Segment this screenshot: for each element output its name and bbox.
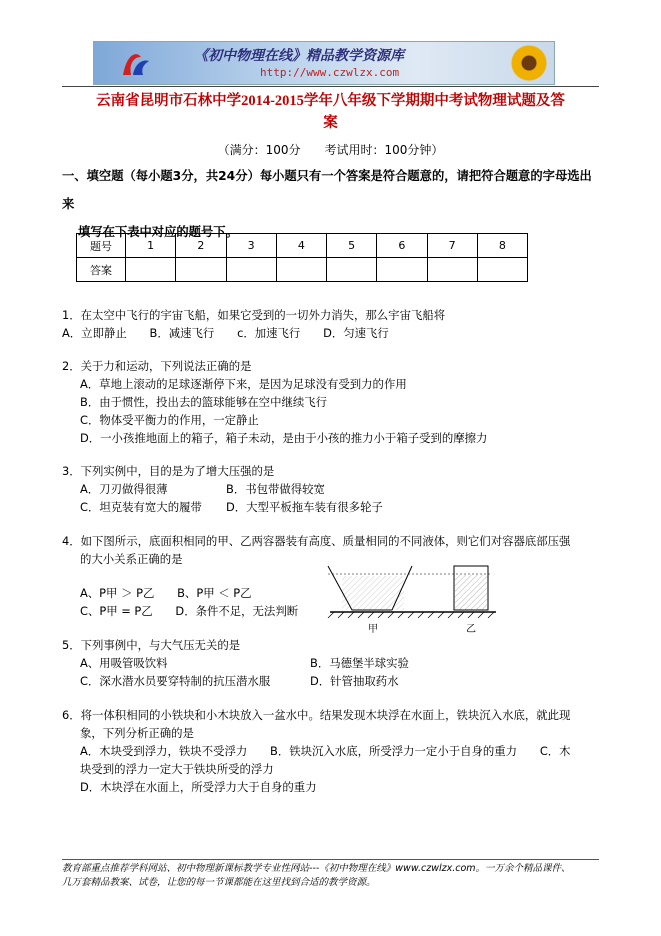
question-3-stem: 3．下列实例中，目的是为了增大压强的是: [62, 464, 275, 478]
document-title: [62, 90, 599, 134]
question-6-option-d: D．木块浮在水面上，所受浮力大于自身的重力: [80, 780, 317, 794]
page-footer: [62, 862, 602, 890]
question-2-stem: 2．关于力和运动，下列说法正确的是: [62, 359, 252, 373]
table-cell-number: 5: [327, 234, 377, 258]
table-row: [77, 258, 528, 282]
footer-line-2: 几万套精品教案、试卷，让您的每一节课都能在这里找到合适的教学资源。: [62, 877, 376, 888]
exam-meta: （满分：100分 考试用时：100分钟）: [217, 143, 444, 157]
question-5-stem: 5．下列事例中，与大气压无关的是: [62, 638, 241, 652]
header-banner: [93, 41, 555, 85]
title-line-2: 案: [323, 115, 338, 131]
footer-line-1: 教育部重点推荐学科网站、初中物理新课标教学专业性网站---《初中物理在线》www.czwlzx.com。一万余个精品课件、: [62, 863, 571, 874]
question-5-option-b: B．马德堡半球实验: [310, 656, 409, 670]
question-4-options-ab: A、P甲 ＞ P乙 B、P甲 ＜ P乙: [80, 586, 252, 600]
question-2-option-a: A．草地上滚动的足球逐渐停下来，是因为足球没有受到力的作用: [80, 377, 407, 391]
table-cell-number: 4: [276, 234, 326, 258]
header-divider: [62, 86, 599, 87]
table-cell-number: 3: [226, 234, 276, 258]
question-4-stem-cont: 的大小关系正确的是: [80, 552, 183, 566]
table-cell-number: 2: [176, 234, 226, 258]
answer-cell[interactable]: [176, 258, 226, 282]
question-6-stem-cont: 象，下列分析正确的是: [80, 726, 194, 740]
table-cell-number: 8: [477, 234, 527, 258]
question-5-option-d: D．针管抽取药水: [310, 674, 399, 688]
label-yi: 乙: [466, 624, 476, 635]
title-line-1: 云南省昆明市石林中学2014-2015学年八年级下学期期中考试物理试题及答: [96, 93, 565, 109]
table-header-cell: 答案: [77, 258, 126, 282]
label-jia: 甲: [368, 624, 378, 635]
question-4-stem: 4．如下图所示，底面积相同的甲、乙两容器装有高度、质量相同的不同液体，则它们对容器底部压强: [62, 534, 571, 548]
question-6-option-c-cont: 块受到的浮力一定大于铁块所受的浮力: [80, 762, 274, 776]
table-cell-number: 1: [126, 234, 176, 258]
table-row: [77, 234, 528, 258]
answer-cell[interactable]: [477, 258, 527, 282]
question-3-option-d: D．大型平板拖车装有很多轮子: [226, 500, 383, 514]
answer-cell[interactable]: [276, 258, 326, 282]
footer-divider: [62, 859, 599, 860]
sunflower-icon: [510, 44, 548, 82]
answer-cell[interactable]: [327, 258, 377, 282]
question-6-stem: 6．将一体积相同的小铁块和小木块放入一盆水中。结果发现木块浮在水面上，铁块沉入水底，就此现: [62, 708, 571, 722]
question-3-option-c: C．坦克装有宽大的履带: [80, 500, 202, 514]
containers-diagram: [320, 562, 506, 638]
question-1-options: A．立即静止 B．减速飞行 c．加速飞行 D．匀速飞行: [62, 326, 389, 340]
table-cell-number: 7: [427, 234, 477, 258]
answer-table: [76, 233, 528, 282]
question-6-options-ab: A．木块受到浮力，铁块不受浮力 B．铁块沉入水底，所受浮力一定小于自身的重力 C．木: [80, 744, 571, 758]
section-heading-line-1: 一、填空题（每小题3分，共24分）每小题只有一个答案是符合题意的，请把符合题意的字母选出来: [62, 169, 592, 211]
question-2-option-b: B．由于惯性，投出去的篮球能够在空中继续飞行: [80, 395, 328, 409]
table-header-cell: 题号: [77, 234, 126, 258]
answer-cell[interactable]: [377, 258, 427, 282]
banner-url[interactable]: http://www.czwlzx.com: [260, 66, 400, 79]
table-cell-number: 6: [377, 234, 427, 258]
banner-title: 《初中物理在线》精品教学资源库: [194, 48, 404, 64]
question-3-option-b: B．书包带做得较宽: [226, 482, 325, 496]
question-3-option-a: A．刀刃做得很薄: [80, 482, 168, 496]
question-5-option-a: A、用吸管吸饮料: [80, 656, 168, 670]
section-heading-line-2: 填写在下表中对应的题号下。: [78, 225, 238, 239]
question-4-options-cd: C、P甲 = P乙 D．条件不足，无法判断: [80, 604, 299, 618]
question-2-option-c: C．物体受平衡力的作用，一定静止: [80, 413, 259, 427]
question-2-option-d: D．一小孩推地面上的箱子，箱子未动，是由于小孩的推力小于箱子受到的摩擦力: [80, 431, 488, 445]
answer-cell[interactable]: [126, 258, 176, 282]
answer-cell[interactable]: [427, 258, 477, 282]
question-5-option-c: C．深水潜水员要穿特制的抗压潜水服: [80, 674, 271, 688]
question-1-stem: 1．在太空中飞行的宇宙飞船，如果它受到的一切外力消失，那么宇宙飞船将: [62, 308, 446, 322]
site-logo-icon: [119, 47, 153, 79]
answer-cell[interactable]: [226, 258, 276, 282]
